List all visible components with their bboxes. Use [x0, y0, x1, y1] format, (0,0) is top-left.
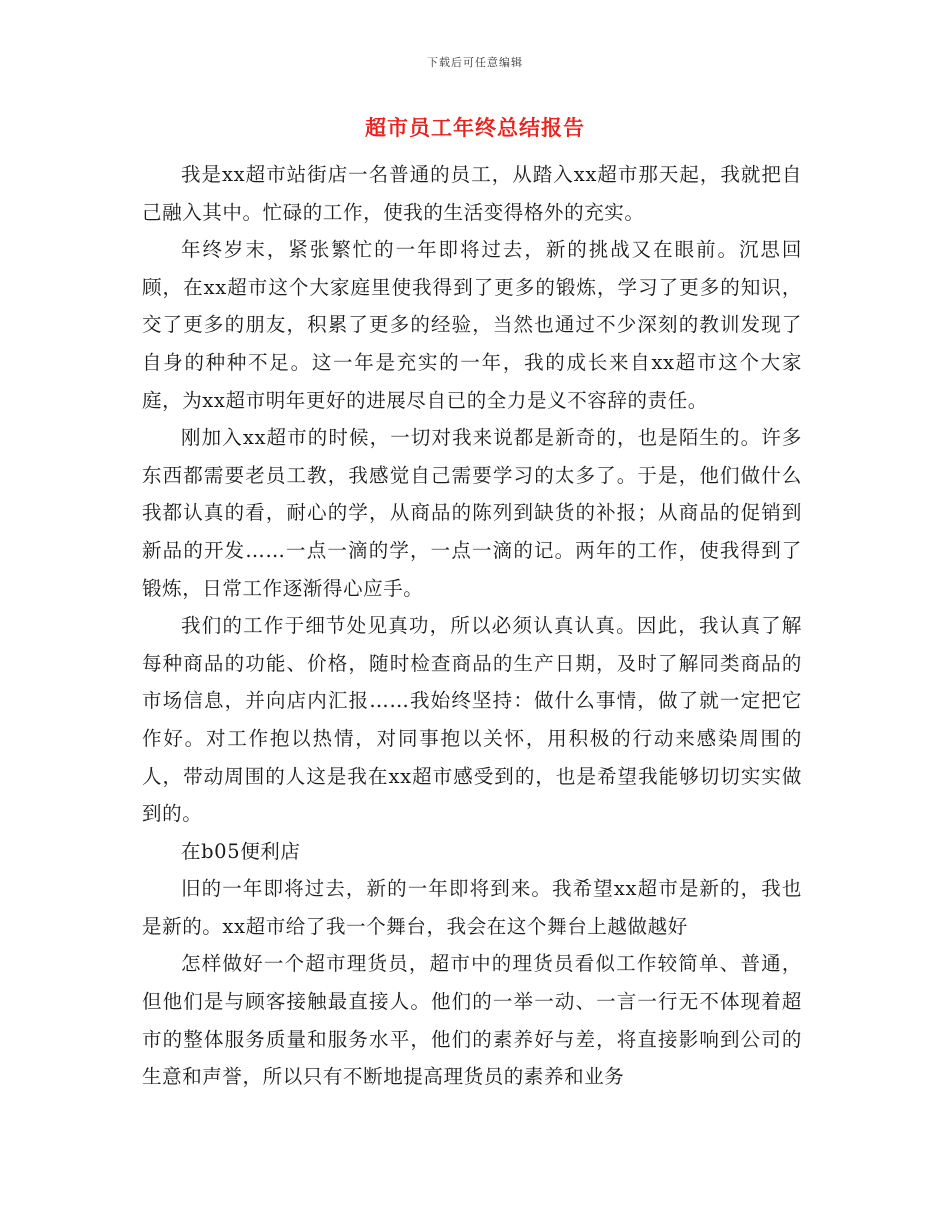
paragraph-3: 刚加入xx超市的时候，一切对我来说都是新奇的，也是陌生的。许多东西都需要老员工教，我感觉自己需要学习的太多了。于是，他们做什么我都认真的看，耐心的学，从商品的陈列到缺货的补报；从商品的促销到新品的开发……一点一滴的学，一点一滴的记。两年的工作，使我得到了锻炼，日常工作逐渐得心应手。: [142, 426, 802, 600]
paragraph-2: 年终岁末，紧张繁忙的一年即将过去，新的挑战又在眼前。沉思回顾，在xx超市这个大家庭里使我得到了更多的锻炼，学习了更多的知识，交了更多的朋友，积累了更多的经验，当然也通过不少深刻的教训发现了自身的种种不足。这一年是充实的一年，我的成长来自xx超市这个大家庭，为xx超市明年更好的进展尽自已的全力是义不容辞的责任。: [142, 238, 802, 412]
header-note: 下载后可任意编辑: [427, 56, 523, 69]
paragraph-1: 我是xx超市站街店一名普通的员工，从踏入xx超市那天起，我就把自己融入其中。忙碌的工作，使我的生活变得格外的充实。: [142, 163, 802, 224]
document-title: 超市员工年终总结报告: [365, 115, 585, 140]
paragraph-4: 我们的工作于细节处见真功，所以必须认真认真。因此，我认真了解每种商品的功能、价格，随时检查商品的生产日期，及时了解同类商品的市场信息，并向店内汇报……我始终坚持：做什么事情，做了就一定把它作好。对工作抱以热情，对同事抱以关怀，用积极的行动来感染周围的人，带动周围的人这是我在xx超市感受到的，也是希望我能够切切实实做到的。: [142, 614, 802, 826]
document-body: [142, 156, 802, 1096]
paragraph-6: 旧的一年即将过去，新的一年即将到来。我希望xx超市是新的，我也是新的。xx超市给了我一个舞台，我会在这个舞台上越做越好: [142, 877, 802, 938]
paragraph-5: 在b05便利店: [181, 839, 301, 863]
paragraph-7: 怎样做好一个超市理货员，超市中的理货员看似工作较简单、普通，但他们是与顾客接触最直接人。他们的一举一动、一言一行无不体现着超市的整体服务质量和服务水平，他们的素养好与差，将直接影响到公司的生意和声誉，所以只有不断地提高理货员的素养和业务: [142, 952, 802, 1089]
